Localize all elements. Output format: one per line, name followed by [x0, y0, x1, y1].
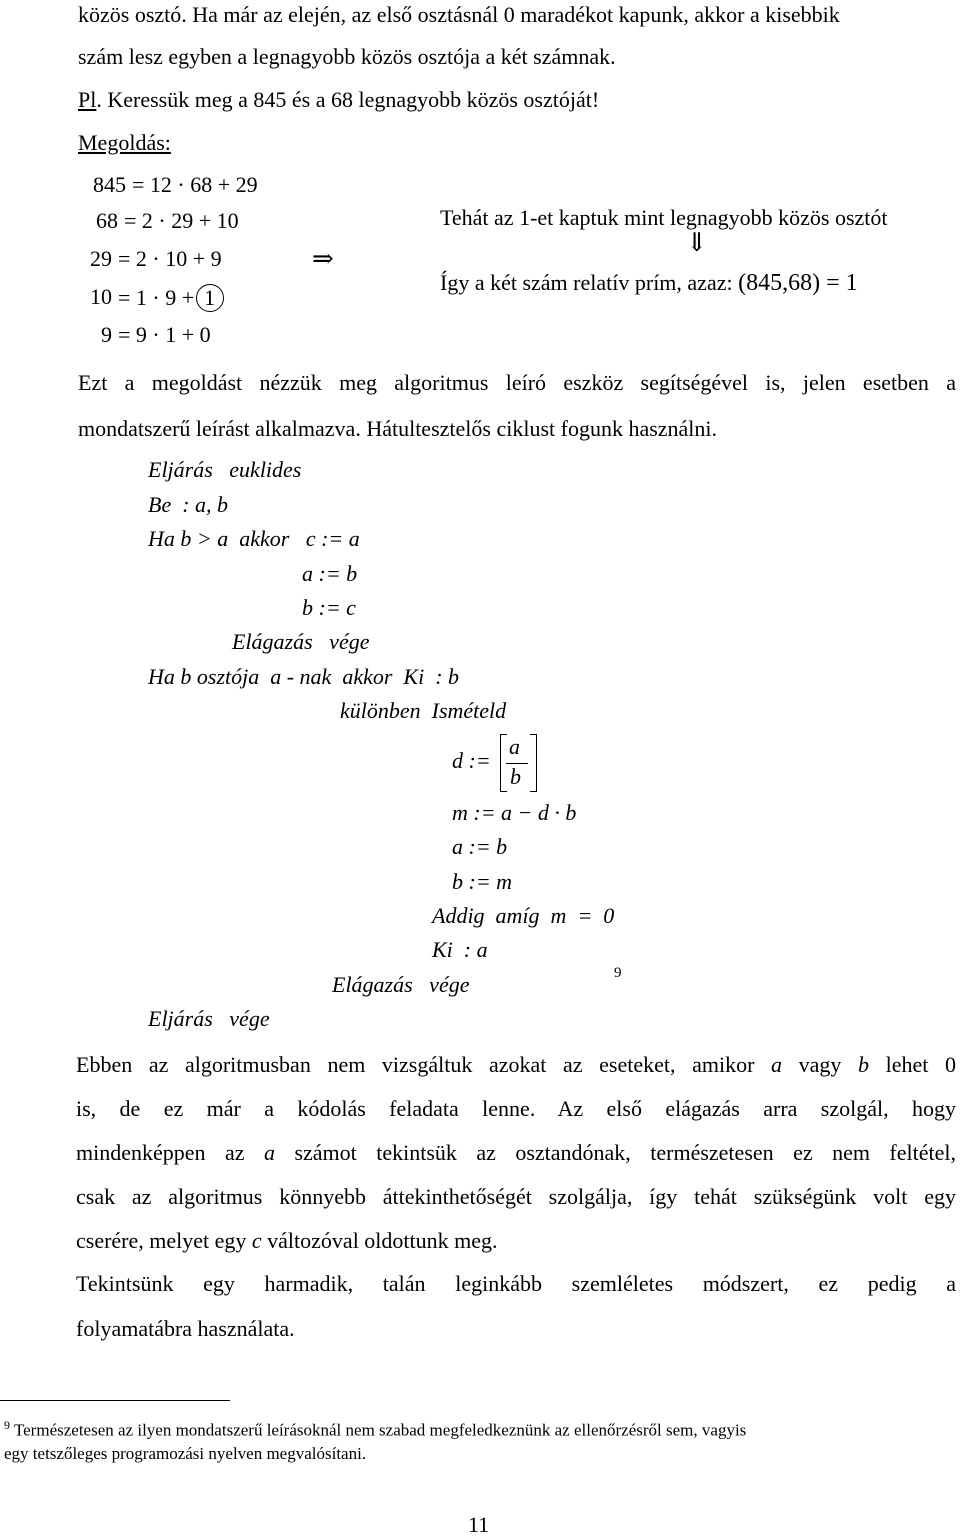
pseudocode-line: Ha b osztója a - nak akkor Ki : b: [148, 664, 460, 689]
footnote-line: egy tetszőleges programozási nyelven megvalósítani.: [4, 1444, 367, 1463]
paragraph-line: szám lesz egyben a legnagyobb közös osztója a két számnak.: [78, 44, 616, 69]
pseudocode-line: a := b: [302, 561, 358, 586]
variable: c: [251, 1228, 262, 1253]
text: számot tekintsük az osztandónak, természetesen ez nem feltétel,: [274, 1140, 956, 1165]
text: változóval oldottunk meg.: [261, 1228, 498, 1253]
paragraph-line: folyamatábra használata.: [76, 1316, 295, 1341]
paragraph-line: Ezt a megoldást nézzük meg algoritmus leíró eszköz segítségével is, jelen esetben a: [78, 370, 956, 395]
floor-bracket-right: [530, 734, 537, 792]
paragraph-line: [76, 1226, 498, 1256]
variable: b: [858, 1052, 870, 1077]
equation-row: [118, 284, 224, 312]
paragraph-line: közös osztó. Ha már az elején, az első osztásnál 0 maradékot kapunk, akkor a kisebbik: [78, 2, 840, 27]
equation-row: = 9 · 1 + 0: [118, 322, 211, 347]
conclusion-line: [440, 268, 858, 298]
text: vagy: [782, 1052, 859, 1077]
footnote-mark: 9: [4, 1418, 10, 1432]
paragraph-line: [76, 1052, 956, 1078]
text: lehet 0: [869, 1052, 957, 1077]
equation-row: = 12 · 68 + 29: [132, 172, 258, 197]
conclusion-line: Tehát az 1-et kaptuk mint legnagyobb közös osztót: [440, 205, 888, 230]
conclusion-text: Így a két szám relatív prím, azaz:: [440, 270, 733, 295]
paragraph-line: Tekintsünk egy harmadik, talán leginkább szemléletes módszert, ez pedig a: [76, 1271, 956, 1296]
fraction-denominator: b: [510, 764, 521, 789]
pseudocode-line: Eljárás vége: [148, 1006, 270, 1031]
fraction-numerator: a: [509, 734, 520, 759]
page-number: 11: [468, 1512, 490, 1537]
pseudocode-line: különben Ismételd: [340, 698, 507, 723]
pseudocode-line: Elágazás vége: [332, 972, 470, 997]
pseudocode-line: a := b: [452, 834, 508, 859]
variable: a: [771, 1052, 783, 1077]
equation-rhs: = 1 · 9 +: [118, 285, 195, 310]
equation-row: = 2 · 10 + 9: [118, 246, 222, 271]
paragraph-line: [76, 1140, 956, 1166]
text: . Keressük meg a 845 és a 68 legnagyobb közös osztóját!: [96, 87, 600, 112]
pseudocode-line: Elágazás vége: [232, 629, 370, 654]
variable: a: [263, 1140, 275, 1165]
equation-row: 29: [90, 246, 112, 271]
pseudocode-line: m := a − d · b: [452, 800, 577, 825]
text: mindenképpen az: [76, 1140, 264, 1165]
pseudocode-line: Ha b > a akkor c := a: [148, 526, 360, 551]
equation-row: 9: [101, 322, 112, 347]
pseudocode-line: b := m: [452, 869, 513, 894]
pseudocode-line: Eljárás euklides: [148, 457, 302, 482]
underlined-abbrev: Pl: [78, 87, 97, 112]
down-arrow-icon: ⇓: [686, 228, 708, 257]
circled-remainder: 1: [196, 284, 224, 312]
pseudocode-line: Ki : a: [432, 937, 488, 962]
pseudocode-line: Addig amíg m = 0: [432, 903, 615, 928]
paragraph-line: [78, 85, 599, 115]
equation-row: 10: [90, 284, 112, 309]
pseudocode-line: d :=: [452, 748, 491, 773]
paragraph-line: csak az algoritmus könnyebb áttekinthetőségét szolgálja, így tehát szükségünk volt egy: [76, 1184, 956, 1209]
footnote-separator: [0, 1400, 230, 1401]
text: cserére, melyet egy: [76, 1228, 252, 1253]
equation-row: = 2 · 29 + 10: [124, 208, 239, 233]
text: Ebben az algoritmusban nem vizsgáltuk azokat az eseteket, amikor: [76, 1052, 772, 1077]
equation-row: 68: [96, 208, 118, 233]
footnote-text: Természetesen az ilyen mondatszerű leírásoknál nem szabad megfeledkeznünk az ellenőrzésről sem, vagyis: [10, 1420, 747, 1440]
footnote-reference: 9: [614, 965, 622, 981]
paragraph-line: mondatszerű leírást alkalmazva. Hátultesztelős ciklust fogunk használni.: [78, 416, 718, 441]
pseudocode-line: b := c: [302, 595, 356, 620]
footnote-line: [4, 1418, 746, 1441]
paragraph-line: is, de ez már a kódolás feladata lenne. Az első elágazás arra szolgál, hogy: [76, 1096, 956, 1121]
implies-arrow: ⇒: [312, 244, 334, 273]
equation-row: 845: [93, 172, 126, 197]
gcd-expression: (845,68) = 1: [738, 270, 858, 296]
pseudocode-line: Be : a, b: [148, 492, 229, 517]
solution-heading: Megoldás:: [78, 130, 171, 155]
